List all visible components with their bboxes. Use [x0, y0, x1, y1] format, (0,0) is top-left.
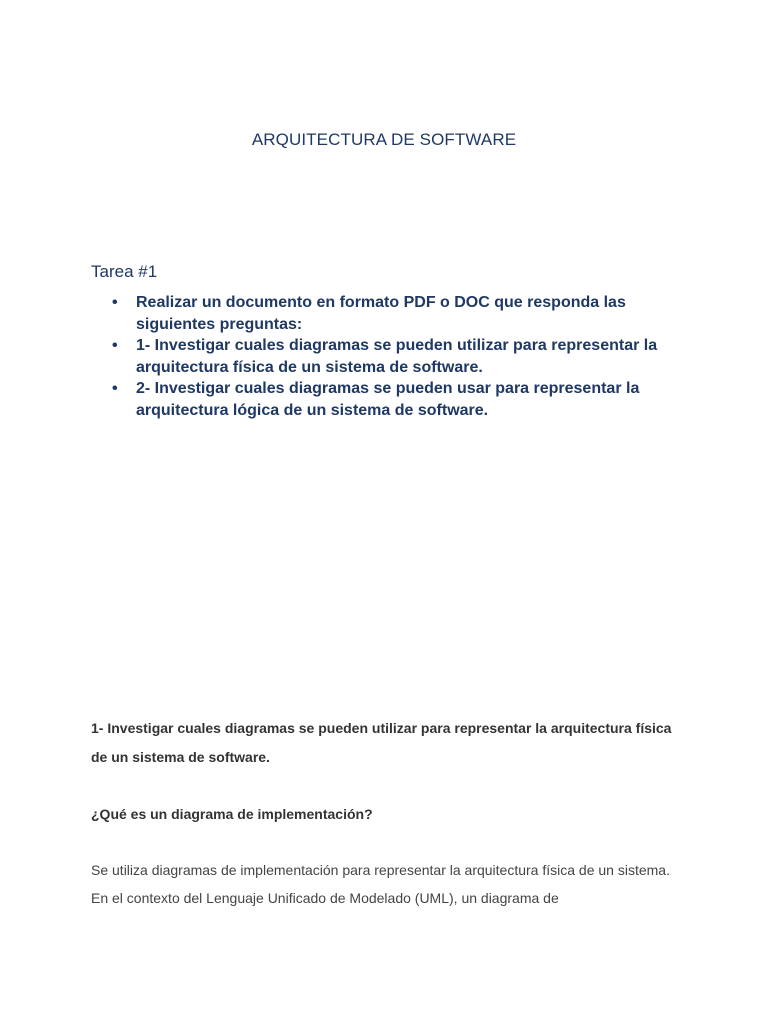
document-title: ARQUITECTURA DE SOFTWARE	[251, 130, 517, 149]
bullet-icon: •	[112, 294, 118, 311]
bullet-icon: •	[112, 380, 118, 397]
list-item	[91, 378, 691, 421]
section-subheading: ¿Qué es un diagrama de implementación?	[91, 806, 373, 822]
section-heading: 1- Investigar cuales diagramas se pueden utilizar para representar la arquitectura física de un sistema de software.	[91, 720, 672, 765]
list-item-text: Realizar un documento en formato PDF o DOC que responda las siguientes preguntas:	[136, 294, 626, 333]
body-paragraph: Se utiliza diagramas de implementación para representar la arquitectura física de un sistema. En el contexto del Lenguaje Unificado de Modelado (UML), un diagrama de	[91, 862, 670, 906]
bullet-icon: •	[112, 337, 118, 354]
list-item	[91, 335, 691, 378]
list-item	[91, 292, 691, 335]
task-list	[91, 292, 691, 421]
list-item-text: 2- Investigar cuales diagramas se pueden usar para representar la arquitectura lógica de un sistema de software.	[136, 380, 640, 419]
task-heading: Tarea #1	[91, 262, 158, 281]
list-item-text: 1- Investigar cuales diagramas se pueden utilizar para representar la arquitectura física de un sistema de software.	[136, 337, 658, 376]
